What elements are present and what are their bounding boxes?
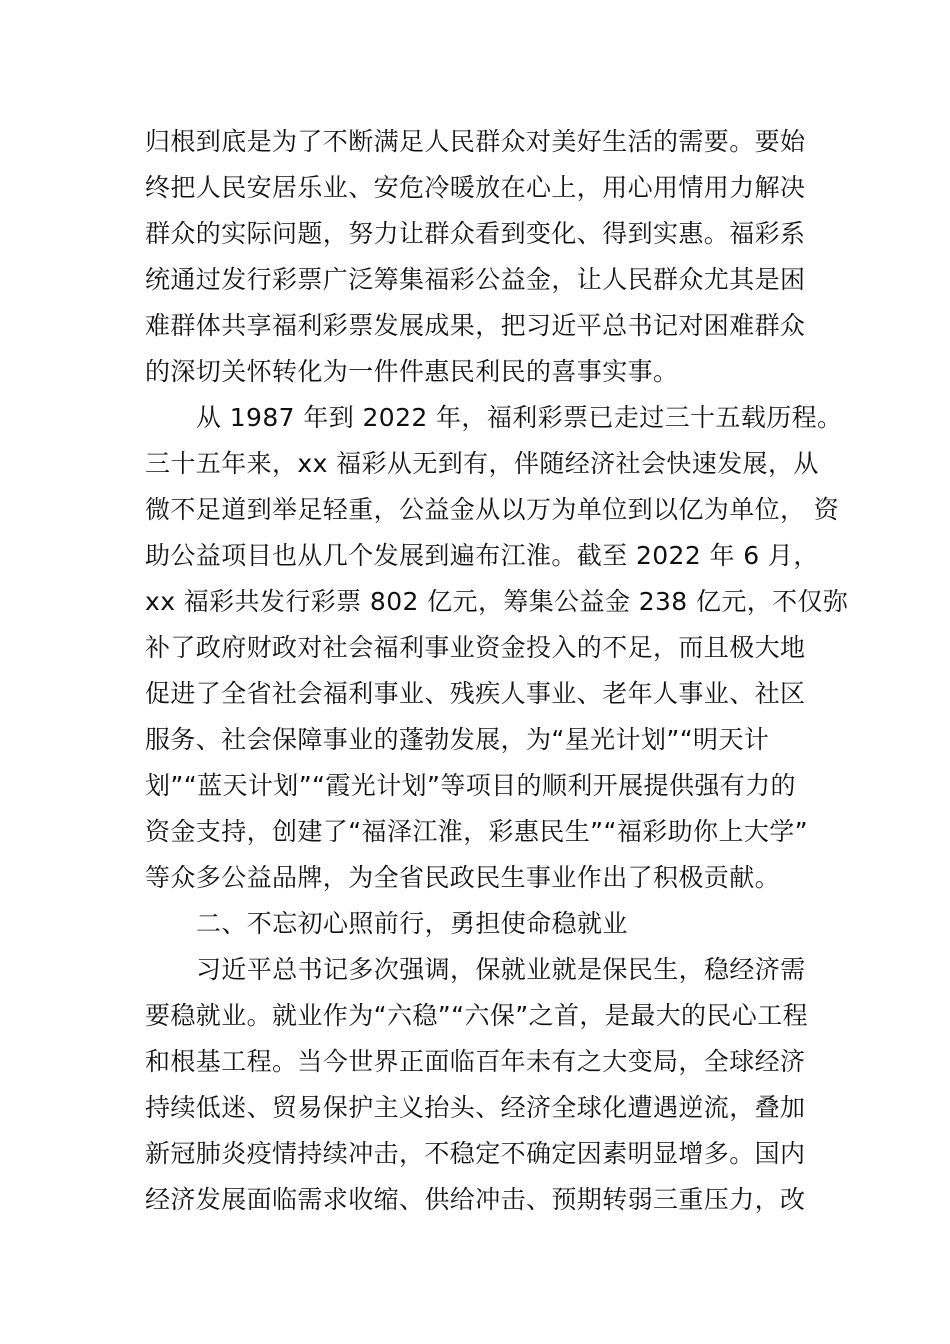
text-line: 持续低迷、贸易保护主义抬头、经济全球化遭遇逆流，叠加 xyxy=(145,1093,806,1122)
text-line: xx 福彩共发行彩票 802 亿元，筹集公益金 238 亿元，不仅弥 xyxy=(145,587,849,616)
text-line: 群众的实际问题，努力让群众看到变化、得到实惠。福彩系 xyxy=(145,219,806,248)
text-line: 微不足道到举足轻重，公益金从以万为单位到以亿为单位， 资 xyxy=(145,495,840,524)
text-line: 要稳就业。就业作为“六稳”“六保”之首，是最大的民心工程 xyxy=(145,1001,809,1030)
text-line: 难群体共享福利彩票发展成果，把习近平总书记对困难群众 xyxy=(145,311,806,340)
text-line: 和根基工程。当今世界正面临百年未有之大变局，全球经济 xyxy=(145,1047,806,1076)
text-line: 归根到底是为了不断满足人民群众对美好生活的需要。要始 xyxy=(145,127,806,156)
text-line: 等众多公益品牌，为全省民政民生事业作出了积极贡献。 xyxy=(145,863,781,892)
text-line: 经济发展面临需求收缩、供给冲击、预期转弱三重压力，改 xyxy=(145,1185,806,1214)
text-line: 服务、社会保障事业的蓬勃发展，为“星光计划”“明天计 xyxy=(145,725,770,754)
text-line: 的深切关怀转化为一件件惠民利民的喜事实事。 xyxy=(145,357,679,386)
text-line: 资金支持，创建了“福泽江淮，彩惠民生”“福彩助你上大学” xyxy=(145,817,809,846)
text-line: 补了政府财政对社会福利事业资金投入的不足，而且极大地 xyxy=(145,633,806,662)
text-line: 新冠肺炎疫情持续冲击，不稳定不确定因素明显增多。国内 xyxy=(145,1139,806,1168)
text-line: 助公益项目也从几个发展到遍布江淮。截至 2022 年 6 月， xyxy=(145,541,819,570)
section-heading: 二、不忘初心照前行，勇担使命稳就业 xyxy=(196,909,628,938)
text-line: 促进了全省社会福利事业、残疾人事业、老年人事业、社区 xyxy=(145,679,806,708)
text-line: 三十五年来，xx 福彩从无到有，伴随经济社会快速发展，从 xyxy=(145,449,819,478)
text-line: 终把人民安居乐业、安危冷暖放在心上，用心用情用力解决 xyxy=(145,173,806,202)
text-line: 统通过发行彩票广泛筹集福彩公益金，让人民群众尤其是困 xyxy=(145,265,806,294)
paragraph-first-line: 习近平总书记多次强调，保就业就是保民生，稳经济需 xyxy=(196,955,806,984)
text-line: 划”“蓝天计划”“霞光计划”等项目的顺利开展提供强有力的 xyxy=(145,771,796,800)
paragraph-first-line: 从 1987 年到 2022 年，福利彩票已走过三十五载历程。 xyxy=(196,403,843,432)
